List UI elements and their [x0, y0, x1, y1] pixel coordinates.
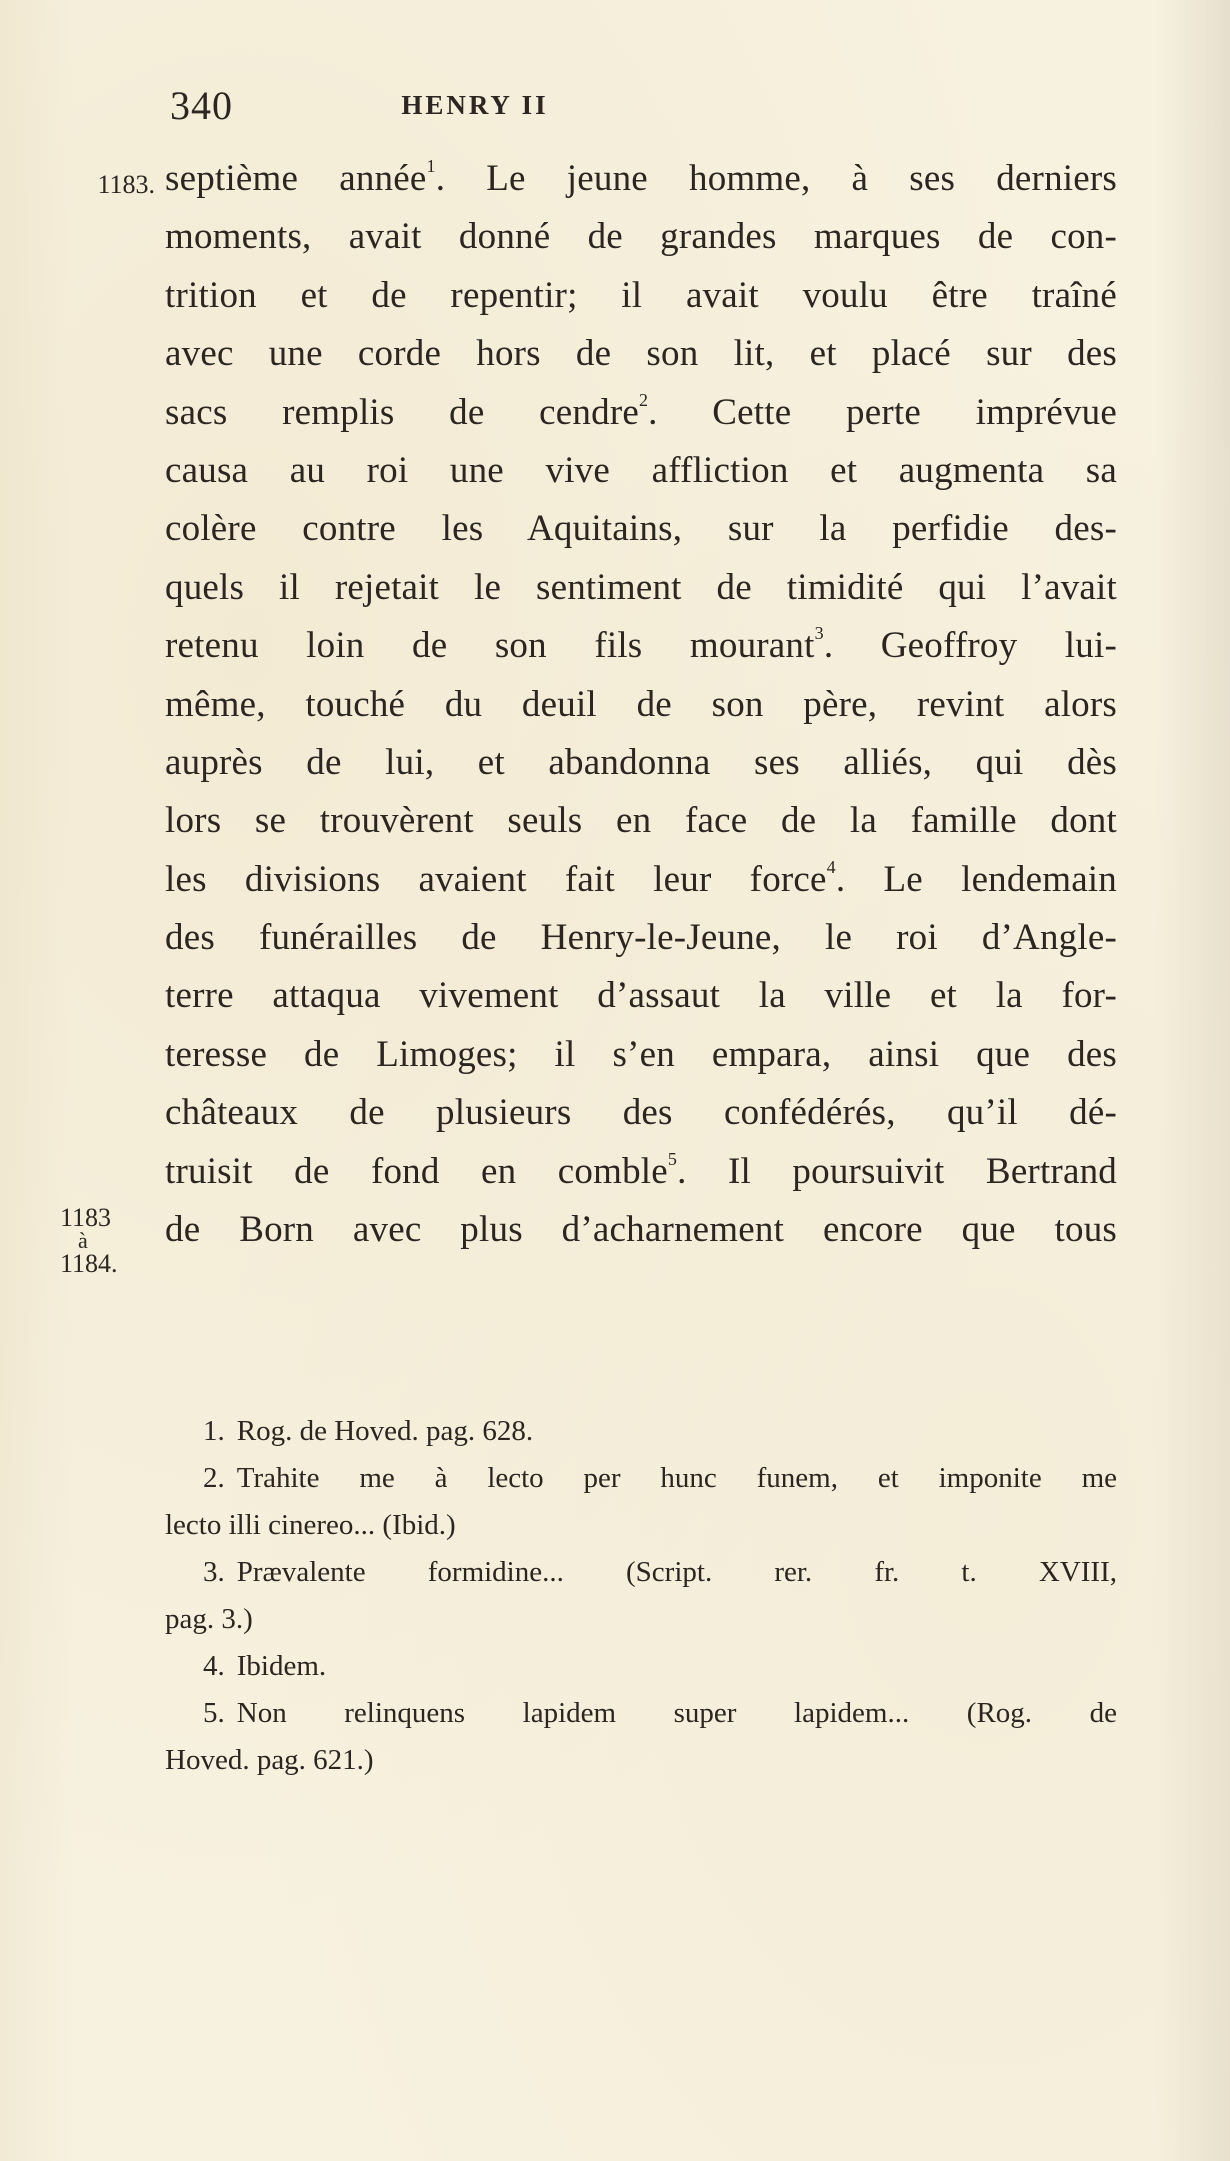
- text-line: [165, 442, 1117, 500]
- line-text: des funérailles de Henry-le-Jeune, le roi d’Angle-: [165, 917, 1117, 959]
- text-line: [165, 267, 1117, 325]
- footnote-text: lecto illi cinereo... (Ibid.): [165, 1509, 456, 1541]
- line-text: causa au roi une vive affliction et augmenta sa: [165, 449, 1117, 491]
- line-text: châteaux de plusieurs des confédérés, qu’il dé-: [165, 1092, 1117, 1134]
- footnote-text: Hoved. pag. 621.): [165, 1744, 374, 1776]
- line-text: les divisions avaient fait leur force: [165, 858, 827, 900]
- text-line: [165, 676, 1117, 734]
- line-text: moments, avait donné de grandes marques de con-: [165, 216, 1117, 258]
- footnote-ref[interactable]: 2: [638, 389, 649, 410]
- footnote-ref[interactable]: 4: [826, 856, 836, 877]
- text-line: [165, 734, 1117, 792]
- text-line: [165, 851, 1117, 909]
- text-line: [165, 325, 1117, 383]
- line-text: retenu loin de son fils mourant: [165, 625, 815, 667]
- line-text: lors se trouvèrent seuls en face de la famille dont: [165, 800, 1117, 842]
- text-line: [165, 384, 1117, 442]
- footnote-text: Ibidem.: [236, 1650, 327, 1682]
- footnote-number: 2.: [203, 1462, 225, 1494]
- line-text: . Cette perte imprévue: [648, 391, 1117, 433]
- margin-year-note: 1183.: [97, 170, 155, 199]
- footnote-ref[interactable]: 5: [667, 1148, 678, 1169]
- footnote-text: Rog. de Hoved. pag. 628.: [236, 1415, 534, 1447]
- footnote-ref[interactable]: 1: [426, 156, 436, 176]
- line-text: terre attaqua vivement d’assaut la ville et la for-: [165, 975, 1117, 1017]
- text-line: [165, 967, 1117, 1025]
- line-text: truisit de fond en comble: [165, 1150, 668, 1192]
- line-text: teresse de Limoges; il s’en empara, ainsi que des: [165, 1033, 1117, 1075]
- line-text: . Il poursuivit Bertrand: [677, 1150, 1117, 1192]
- line-text: septième année: [165, 158, 427, 199]
- text-line: [165, 1143, 1117, 1201]
- margin-year-range: [60, 1205, 150, 1277]
- footnote-text: Trahite me à lecto per hunc funem, et imponite me: [236, 1462, 1117, 1494]
- page-number: 340: [170, 83, 233, 128]
- footnote-text: Non relinquens lapidem super lapidem... (Rog. de: [236, 1697, 1117, 1729]
- footnote-ref[interactable]: 3: [814, 623, 824, 644]
- footnote-number: 5.: [203, 1697, 225, 1729]
- text-line: [165, 150, 1117, 208]
- line-text: . Le jeune homme, à ses derniers: [435, 158, 1117, 199]
- year-from: 1183: [60, 1203, 112, 1232]
- text-line: [165, 909, 1117, 967]
- footnote-5: [165, 1690, 1117, 1737]
- footnote-text: pag. 3.): [165, 1603, 253, 1635]
- text-line: [165, 500, 1117, 558]
- text-line: [165, 559, 1117, 617]
- text-line: [165, 1201, 1117, 1259]
- line-text: . Geoffroy lui-: [823, 625, 1117, 667]
- footnote-number: 4.: [203, 1650, 225, 1682]
- line-text: auprès de lui, et abandonna ses alliés, qui dès: [165, 741, 1117, 783]
- line-text: . Le lendemain: [835, 858, 1117, 900]
- running-head: [165, 82, 1115, 132]
- line-text: avec une corde hors de son lit, et placé sur des: [165, 333, 1117, 375]
- footnote-4: [165, 1643, 1117, 1690]
- line-text: même, touché du deuil de son père, revint alors: [165, 683, 1117, 725]
- footnote-text: Prævalente formidine... (Script. rer. fr. t. XVIII,: [236, 1556, 1117, 1588]
- footnote-3: [165, 1549, 1117, 1596]
- text-line: [165, 792, 1117, 850]
- text-line: [165, 1026, 1117, 1084]
- line-text: colère contre les Aquitains, sur la perfidie des-: [165, 508, 1117, 550]
- running-title: HENRY II: [401, 90, 549, 120]
- footnote-2: [165, 1455, 1117, 1502]
- footnotes: [165, 1408, 1117, 1784]
- line-text: sacs remplis de cendre: [165, 391, 639, 433]
- body-text: [97, 150, 1117, 1259]
- year-to: 1184.: [60, 1248, 118, 1278]
- footnote-5-cont: [165, 1737, 1117, 1784]
- line-text: trition et de repentir; il avait voulu être traîné: [165, 274, 1117, 316]
- footnote-number: 3.: [203, 1556, 225, 1588]
- year-separator: à: [78, 1228, 88, 1253]
- line-text: de Born avec plus d’acharnement encore que tous: [165, 1209, 1117, 1251]
- footnote-3-cont: [165, 1596, 1117, 1643]
- line-text: quels il rejetait le sentiment de timidité qui l’avait: [165, 566, 1117, 608]
- footnote-1: [165, 1408, 1117, 1455]
- text-line: [165, 1084, 1117, 1142]
- footnote-2-cont: [165, 1502, 1117, 1549]
- text-line: [165, 208, 1117, 266]
- footnote-number: 1.: [203, 1415, 225, 1447]
- text-line: [165, 617, 1117, 675]
